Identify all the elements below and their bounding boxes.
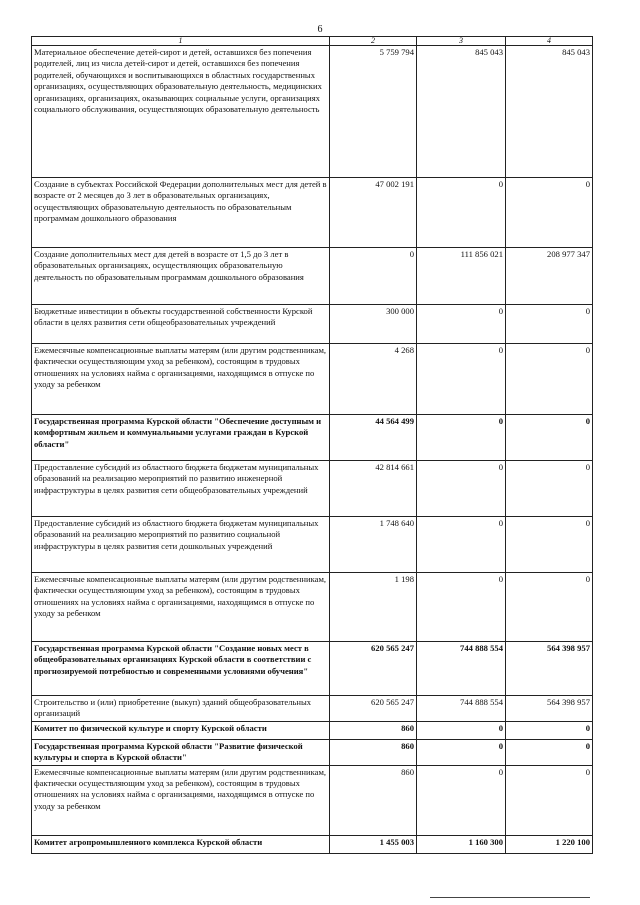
row-value-col4: 0 (506, 739, 593, 765)
table-row (32, 305, 593, 344)
row-description: Предоставление субсидий из областного бюджета бюджетам муниципальных образований на реализацию мероприятий по развитию социальной инфраструктуры в целях развития сети дошкольных учреждений (32, 517, 330, 573)
row-value-col4: 845 043 (506, 46, 593, 178)
row-value-col4: 0 (506, 461, 593, 517)
table-row (32, 344, 593, 415)
row-value-col2: 5 759 794 (330, 46, 417, 178)
row-value-col3: 0 (417, 721, 506, 739)
row-description: Комитет агропромышленного комплекса Курской области (32, 835, 330, 853)
table-row (32, 642, 593, 696)
table-row (32, 573, 593, 642)
row-description: Государственная программа Курской области "Создание новых мест в общеобразовательных организациях Курской области в соответствии с прогнозируемой потребностью и современными условиями обучения" (32, 642, 330, 696)
row-value-col3: 744 888 554 (417, 696, 506, 722)
column-header-2: 2 (330, 37, 417, 46)
table-row (32, 517, 593, 573)
row-description: Бюджетные инвестиции в объекты государственной собственности Курской области в целях развития сети общеобразовательных учреждений (32, 305, 330, 344)
row-value-col4: 0 (506, 415, 593, 461)
table-row (32, 46, 593, 178)
row-value-col4: 564 398 957 (506, 642, 593, 696)
row-value-col2: 47 002 191 (330, 178, 417, 248)
row-value-col4: 0 (506, 573, 593, 642)
row-value-col2: 620 565 247 (330, 696, 417, 722)
row-value-col2: 0 (330, 248, 417, 305)
table-row (32, 739, 593, 765)
row-description: Создание в субъектах Российской Федерации дополнительных мест для детей в возрасте от 2 месяцев до 3 лет в образовательных организациях, осуществляющих образовательную деятельность по образовательным программам дошкольного образования (32, 178, 330, 248)
row-value-col2: 42 814 661 (330, 461, 417, 517)
table-row (32, 696, 593, 722)
table-row (32, 178, 593, 248)
table-row (32, 721, 593, 739)
row-description: Материальное обеспечение детей-сирот и детей, оставшихся без попечения родителей, лиц из числа детей-сирот и детей, оставшихся без попечения родителей, обучающихся и воспитывающихся в областных государственных организациях, осуществляющих образовательную деятельность, медицинских организациях, организациях, оказывающих социальные услуги, организациях социального обслуживания, осуществляющих образовательную деятельность (32, 46, 330, 178)
table-row (32, 248, 593, 305)
row-value-col3: 0 (417, 517, 506, 573)
row-value-col2: 860 (330, 739, 417, 765)
budget-table (31, 36, 593, 854)
row-value-col3: 0 (417, 178, 506, 248)
row-description: Государственная программа Курской области "Развитие физической культуры и спорта в Курской области" (32, 739, 330, 765)
row-description: Предоставление субсидий из областного бюджета бюджетам муниципальных образований на реализацию мероприятий по развитию инженерной инфраструктуры в целях развития сети общеобразовательных учреждений (32, 461, 330, 517)
row-description: Комитет по физической культуре и спорту Курской области (32, 721, 330, 739)
row-value-col2: 300 000 (330, 305, 417, 344)
row-value-col4: 208 977 347 (506, 248, 593, 305)
row-value-col2: 1 455 003 (330, 835, 417, 853)
row-value-col3: 111 856 021 (417, 248, 506, 305)
row-description: Государственная программа Курской области "Обеспечение доступным и комфортным жильем и коммунальными услугами граждан в Курской области" (32, 415, 330, 461)
table-row (32, 835, 593, 853)
row-value-col3: 0 (417, 739, 506, 765)
row-value-col3: 744 888 554 (417, 642, 506, 696)
row-value-col4: 564 398 957 (506, 696, 593, 722)
row-value-col2: 4 268 (330, 344, 417, 415)
table-row (32, 461, 593, 517)
row-description: Ежемесячные компенсационные выплаты матерям (или другим родственникам, фактически осуществляющим уход за ребенком), состоящим в трудовых отношениях на условиях найма с организациями, находящимся в отпуске по уходу за ребенком (32, 573, 330, 642)
row-value-col4: 1 220 100 (506, 835, 593, 853)
column-header-1: 1 (32, 37, 330, 46)
row-value-col2: 860 (330, 765, 417, 835)
row-description: Создание дополнительных мест для детей в возрасте от 1,5 до 3 лет в образовательных организациях, осуществляющих образовательную деятельность по образовательным программам дошкольного образования (32, 248, 330, 305)
row-value-col4: 0 (506, 517, 593, 573)
row-value-col3: 0 (417, 344, 506, 415)
row-description: Ежемесячные компенсационные выплаты матерям (или другим родственникам, фактически осуществляющим уход за ребенком), состоящим в трудовых отношениях на условиях найма с организациями, находящимся в отпуске по уходу за ребенком (32, 344, 330, 415)
row-value-col3: 0 (417, 573, 506, 642)
row-value-col2: 620 565 247 (330, 642, 417, 696)
row-description: Строительство и (или) приобретение (выкуп) зданий общеобразовательных организаций (32, 696, 330, 722)
row-value-col3: 1 160 300 (417, 835, 506, 853)
table-row (32, 415, 593, 461)
row-value-col2: 860 (330, 721, 417, 739)
row-value-col2: 44 564 499 (330, 415, 417, 461)
row-value-col2: 1 748 640 (330, 517, 417, 573)
row-value-col4: 0 (506, 305, 593, 344)
row-value-col3: 0 (417, 765, 506, 835)
row-value-col3: 845 043 (417, 46, 506, 178)
row-value-col4: 0 (506, 178, 593, 248)
page-number: 6 (317, 24, 323, 35)
row-value-col4: 0 (506, 765, 593, 835)
row-value-col4: 0 (506, 721, 593, 739)
row-description: Ежемесячные компенсационные выплаты матерям (или другим родственникам, фактически осуществляющим уход за ребенком), состоящим в трудовых отношениях на условиях найма с организациями, находящимся в отпуске по уходу за ребенком (32, 765, 330, 835)
table-header-row (32, 37, 593, 46)
column-header-3: 3 (417, 37, 506, 46)
row-value-col4: 0 (506, 344, 593, 415)
column-header-4: 4 (506, 37, 593, 46)
row-value-col2: 1 198 (330, 573, 417, 642)
row-value-col3: 0 (417, 415, 506, 461)
row-value-col3: 0 (417, 461, 506, 517)
footer-rule (430, 897, 590, 898)
table-row (32, 765, 593, 835)
row-value-col3: 0 (417, 305, 506, 344)
